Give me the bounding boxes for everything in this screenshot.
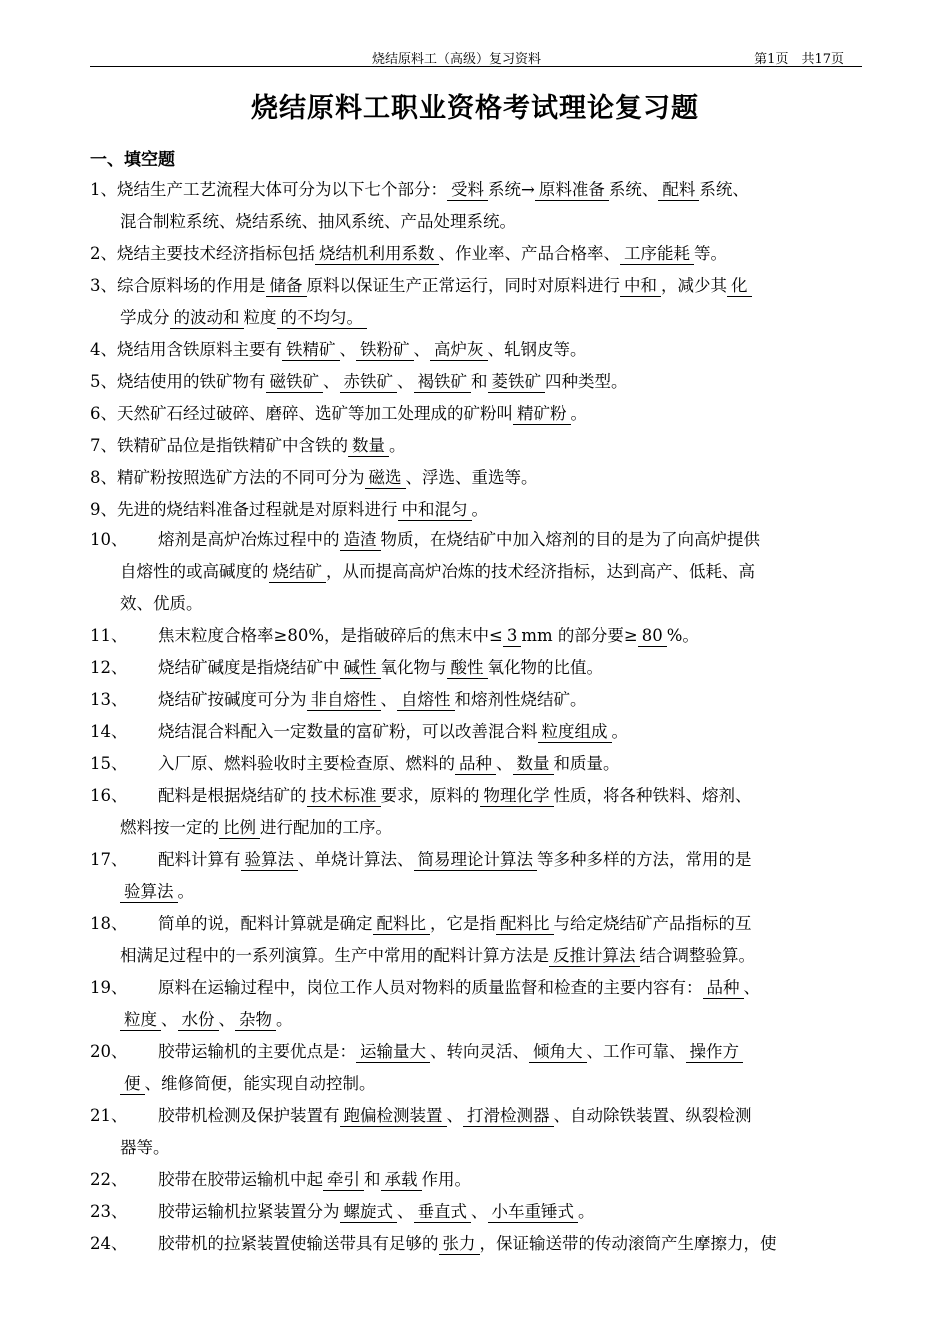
answer-blank: 磁选 xyxy=(365,468,406,489)
question-line xyxy=(158,530,760,549)
question-text: 系统→ xyxy=(488,180,535,199)
question-item xyxy=(90,1036,862,1100)
question-number: 24、 xyxy=(90,1234,128,1253)
answer-blank: 的波动和 xyxy=(170,308,244,329)
question-text: 。 xyxy=(611,722,628,741)
question-text: 熔剂是高炉冶炼过程中的 xyxy=(158,530,340,549)
question-text: 。 xyxy=(177,882,194,901)
question-text: 结合调整验算。 xyxy=(639,946,755,965)
section-heading: 一、填空题 xyxy=(90,150,175,170)
question-text: 烧结使用的铁矿物有 xyxy=(117,372,266,391)
question-text: 。 xyxy=(570,404,587,423)
answer-blank: 烧结机利用系数 xyxy=(315,244,439,265)
question-text: ，从而提高高炉冶炼的技术经济指标，达到高产、低耗、高 xyxy=(326,562,755,581)
answer-blank: 自熔性 xyxy=(397,690,455,711)
question-text: 、 xyxy=(218,1010,235,1029)
answer-blank: 造渣 xyxy=(340,530,381,551)
question-number: 4、 xyxy=(90,340,117,359)
answer-blank: 物理化学 xyxy=(480,786,554,807)
question-text: 和 xyxy=(471,372,488,391)
question-text: 配料计算有 xyxy=(158,850,241,869)
question-text: 、自动除铁装置、纵裂检测 xyxy=(553,1106,752,1125)
answer-blank: 张力 xyxy=(439,1234,480,1255)
answer-blank: 螺旋式 xyxy=(340,1202,398,1223)
question-text: 、工作可靠、 xyxy=(586,1042,686,1061)
question-number: 15、 xyxy=(90,754,128,773)
question-text: 氧化物与 xyxy=(380,658,447,677)
question-text: 烧结混合料配入一定数量的富矿粉，可以改善混合料 xyxy=(158,722,538,741)
question-line xyxy=(120,562,755,581)
question-text: 胶带运输机的主要优点是： xyxy=(158,1042,356,1061)
question-number: 23、 xyxy=(90,1202,128,1221)
question-text: 焦末粒度合格率≥80%，是指破碎后的焦末中≤ xyxy=(158,626,503,645)
question-item xyxy=(90,1164,862,1196)
question-text: 配料是根据烧结矿的 xyxy=(158,786,307,805)
answer-blank: 原料准备 xyxy=(535,180,609,201)
answer-blank: 高炉灰 xyxy=(430,340,488,361)
question-line xyxy=(158,1042,743,1061)
question-text: 、 xyxy=(323,372,340,391)
question-text: 、 xyxy=(339,340,356,359)
question-line xyxy=(158,1234,777,1253)
answer-blank: 承载 xyxy=(381,1170,422,1191)
question-text: 四种类型。 xyxy=(545,372,628,391)
question-number: 17、 xyxy=(90,850,128,869)
question-line xyxy=(158,754,620,773)
question-number: 12、 xyxy=(90,658,128,677)
question-text: 器等。 xyxy=(120,1138,170,1157)
question-item xyxy=(90,780,862,844)
answer-blank: 技术标准 xyxy=(307,786,381,807)
question-text: 铁精矿品位是指铁精矿中含铁的 xyxy=(117,436,348,455)
answer-blank: 褐铁矿 xyxy=(414,372,472,393)
answer-blank: 磁铁矿 xyxy=(266,372,324,393)
question-line xyxy=(117,276,752,295)
question-line xyxy=(158,978,760,997)
answer-blank: 80 xyxy=(638,626,667,647)
question-line xyxy=(158,1170,471,1189)
question-item xyxy=(90,1196,862,1228)
question-text: 原料在运输过程中，岗位工作人员对物料的质量监督和检查的主要内容有： xyxy=(158,978,703,997)
question-line xyxy=(117,468,538,487)
question-text: mm 的部分要≥ xyxy=(521,626,638,645)
question-continuation xyxy=(90,302,862,334)
question-line xyxy=(120,882,194,901)
question-text: 燃料按一定的 xyxy=(120,818,219,837)
question-item xyxy=(90,716,862,748)
question-continuation xyxy=(90,1004,862,1036)
question-line xyxy=(120,308,367,327)
question-item xyxy=(90,366,862,398)
question-text: 系统、 xyxy=(699,180,749,199)
answer-blank: 的不均匀。 xyxy=(277,308,368,329)
question-text: 混合制粒系统、烧结系统、抽风系统、产品处理系统。 xyxy=(120,212,516,231)
answer-blank: 配料比 xyxy=(496,914,554,935)
question-text: 、维修简便，能实现自动控制。 xyxy=(144,1074,376,1093)
question-line xyxy=(158,722,628,741)
question-number: 5、 xyxy=(90,372,117,391)
question-text: 进行配加的工序。 xyxy=(260,818,392,837)
answer-blank: 烧结矿 xyxy=(269,562,327,583)
answer-blank: 储备 xyxy=(266,276,307,297)
answer-blank: 打滑检测器 xyxy=(463,1106,554,1127)
question-line xyxy=(120,212,516,231)
question-text: 性质，将各种铁料、熔剂、 xyxy=(553,786,752,805)
question-number: 19、 xyxy=(90,978,128,997)
question-text: 、转向灵活、 xyxy=(430,1042,529,1061)
question-text: 胶带机的拉紧装置使输送带具有足够的 xyxy=(158,1234,439,1253)
question-item xyxy=(90,524,862,620)
question-text: 学成分 xyxy=(120,308,170,327)
question-number: 11、 xyxy=(90,626,128,645)
answer-blank: 铁粉矿 xyxy=(356,340,414,361)
answer-blank: 倾角大 xyxy=(529,1042,587,1063)
question-number: 18、 xyxy=(90,914,128,933)
question-continuation xyxy=(90,556,862,588)
question-line xyxy=(158,786,752,805)
question-text: ，保证输送带的传动滚筒产生摩擦力，使 xyxy=(479,1234,777,1253)
question-line xyxy=(158,658,603,677)
header-page-number: 第1页 共17页 xyxy=(754,52,844,67)
question-number: 13、 xyxy=(90,690,128,709)
question-continuation xyxy=(90,940,862,972)
answer-blank: 化 xyxy=(727,276,752,297)
question-item xyxy=(90,620,862,652)
question-text: ，它是指 xyxy=(430,914,496,933)
question-number: 16、 xyxy=(90,786,128,805)
question-text: 系统、 xyxy=(608,180,659,199)
answer-blank: 工序能耗 xyxy=(620,244,694,265)
question-text: 简单的说，配料计算就是确定 xyxy=(158,914,373,933)
question-text: 、单烧计算法、 xyxy=(298,850,414,869)
question-item xyxy=(90,972,862,1036)
question-line xyxy=(158,690,587,709)
question-text: 与给定烧结矿产品指标的互 xyxy=(553,914,752,933)
answer-blank: 小车重锤式 xyxy=(488,1202,579,1223)
answer-blank: 操作方 xyxy=(686,1042,744,1063)
answer-blank: 品种 xyxy=(703,978,744,999)
question-text: 烧结矿碱度是指烧结矿中 xyxy=(158,658,340,677)
answer-blank: 菱铁矿 xyxy=(488,372,546,393)
question-item xyxy=(90,1228,862,1260)
question-text: 、 xyxy=(743,978,760,997)
answer-blank: 赤铁矿 xyxy=(340,372,398,393)
question-continuation xyxy=(90,876,862,908)
answer-blank: 垂直式 xyxy=(414,1202,472,1223)
question-continuation xyxy=(90,206,862,238)
question-line xyxy=(120,1138,170,1157)
question-text: 入厂原、燃料验收时主要检查原、燃料的 xyxy=(158,754,455,773)
question-item xyxy=(90,844,862,908)
question-text: 氧化物的比值。 xyxy=(487,658,603,677)
answer-blank: 粒度 xyxy=(120,1010,161,1031)
question-item xyxy=(90,462,862,494)
question-text: 相满足过程中的一系列演算。生产中常用的配料计算方法是 xyxy=(120,946,549,965)
question-line xyxy=(117,180,749,199)
question-number: 7、 xyxy=(90,436,117,455)
question-line xyxy=(120,594,203,613)
answer-blank: 中和 xyxy=(620,276,661,297)
question-line xyxy=(117,404,587,423)
question-text: 原料以保证生产正常运行，同时对原料进行 xyxy=(306,276,620,295)
question-continuation xyxy=(90,588,862,620)
answer-blank: 简易理论计算法 xyxy=(414,850,538,871)
question-text: 、 xyxy=(471,1202,488,1221)
question-item xyxy=(90,908,862,972)
answer-blank: 便 xyxy=(120,1074,145,1095)
answer-blank: 配料比 xyxy=(373,914,431,935)
question-text: 和 xyxy=(364,1170,381,1189)
question-text: 粒度 xyxy=(243,308,277,327)
question-text: 烧结用含铁原料主要有 xyxy=(117,340,282,359)
question-text: 物质，在烧结矿中加入熔剂的目的是为了向高炉提供 xyxy=(380,530,760,549)
question-item xyxy=(90,238,862,270)
question-text: 、浮选、重选等。 xyxy=(405,468,538,487)
question-continuation xyxy=(90,1068,862,1100)
question-continuation xyxy=(90,1132,862,1164)
question-number: 21、 xyxy=(90,1106,128,1125)
answer-blank: 碱性 xyxy=(340,658,381,679)
question-text: 、轧钢皮等。 xyxy=(487,340,587,359)
answer-blank: 酸性 xyxy=(447,658,488,679)
question-text: 精矿粉按照选矿方法的不同可分为 xyxy=(117,468,365,487)
question-line xyxy=(117,340,587,359)
answer-blank: 比例 xyxy=(219,818,260,839)
question-number: 1、 xyxy=(90,180,117,199)
question-number: 10、 xyxy=(90,530,128,549)
question-item xyxy=(90,398,862,430)
answer-blank: 铁精矿 xyxy=(282,340,340,361)
question-number: 3、 xyxy=(90,276,117,295)
answer-blank: 数量 xyxy=(348,436,389,457)
question-text: 效、优质。 xyxy=(120,594,203,613)
question-line xyxy=(120,1010,293,1029)
question-number: 6、 xyxy=(90,404,117,423)
question-text: 烧结矿按碱度可分为 xyxy=(158,690,307,709)
answer-blank: 数量 xyxy=(513,754,554,775)
question-item xyxy=(90,748,862,780)
answer-blank: 配料 xyxy=(658,180,699,201)
question-text: ，减少其 xyxy=(661,276,727,295)
question-line xyxy=(117,244,727,263)
answer-blank: 验算法 xyxy=(120,882,178,903)
question-text: 。 xyxy=(389,436,406,455)
question-text: 、 xyxy=(496,754,513,773)
question-item xyxy=(90,684,862,716)
question-text: 自熔性的或高碱度的 xyxy=(120,562,269,581)
question-text: 胶带运输机拉紧装置分为 xyxy=(158,1202,340,1221)
question-item xyxy=(90,334,862,366)
question-line xyxy=(158,914,752,933)
question-text: 烧结生产工艺流程大体可分为以下七个部分： xyxy=(117,180,447,199)
answer-blank: 受料 xyxy=(447,180,488,201)
question-number: 14、 xyxy=(90,722,128,741)
question-item xyxy=(90,652,862,684)
answer-blank: 粒度组成 xyxy=(538,722,612,743)
question-item xyxy=(90,494,862,526)
answer-blank: 3 xyxy=(503,626,522,647)
question-item xyxy=(90,1100,862,1164)
answer-blank: 跑偏检测装置 xyxy=(340,1106,447,1127)
question-text: 、 xyxy=(397,1202,414,1221)
question-text: 先进的烧结料准备过程就是对原料进行 xyxy=(117,500,398,519)
question-number: 9、 xyxy=(90,500,117,519)
question-text: 、 xyxy=(380,690,397,709)
question-text: 。 xyxy=(471,500,488,519)
answer-blank: 反推计算法 xyxy=(549,946,640,967)
answer-blank: 杂物 xyxy=(235,1010,276,1031)
question-text: 综合原料场的作用是 xyxy=(117,276,266,295)
question-line xyxy=(117,436,406,455)
question-text: 、 xyxy=(446,1106,463,1125)
question-text: %。 xyxy=(666,626,699,645)
question-text: 、 xyxy=(397,372,414,391)
question-line xyxy=(120,946,755,965)
question-line xyxy=(120,1074,376,1093)
question-number: 22、 xyxy=(90,1170,128,1189)
question-line xyxy=(158,1202,595,1221)
question-number: 8、 xyxy=(90,468,117,487)
answer-blank: 非自熔性 xyxy=(307,690,381,711)
question-text: 等多种多样的方法，常用的是 xyxy=(537,850,752,869)
header-title: 烧结原料工（高级）复习资料 xyxy=(372,52,542,67)
question-text: 天然矿石经过破碎、磨碎、选矿等加工处理成的矿粉叫 xyxy=(117,404,513,423)
question-text: 胶带机检测及保护装置有 xyxy=(158,1106,340,1125)
answer-blank: 验算法 xyxy=(241,850,299,871)
answer-blank: 品种 xyxy=(455,754,496,775)
question-text: 和质量。 xyxy=(553,754,620,773)
answer-blank: 水份 xyxy=(178,1010,219,1031)
question-line xyxy=(158,850,752,869)
question-text: 。 xyxy=(276,1010,293,1029)
answer-blank: 精矿粉 xyxy=(513,404,571,425)
answer-blank: 牵引 xyxy=(323,1170,364,1191)
question-text: 、 xyxy=(413,340,430,359)
question-text: 烧结主要技术经济指标包括 xyxy=(117,244,315,263)
question-text: 、 xyxy=(161,1010,178,1029)
question-text: 作用。 xyxy=(421,1170,471,1189)
page-header xyxy=(90,48,862,67)
answer-blank: 中和混匀 xyxy=(398,500,472,521)
document-title: 烧结原料工职业资格考试理论复习题 xyxy=(251,93,699,124)
answer-blank: 运输量大 xyxy=(356,1042,430,1063)
question-text: 、作业率、产品合格率、 xyxy=(438,244,620,263)
question-line xyxy=(120,818,392,837)
question-text: 。 xyxy=(578,1202,595,1221)
question-line xyxy=(117,372,628,391)
question-text: 胶带在胶带运输机中起 xyxy=(158,1170,323,1189)
question-text: 要求，原料的 xyxy=(380,786,480,805)
question-text: 等。 xyxy=(694,244,727,263)
question-line xyxy=(158,1106,752,1125)
question-continuation xyxy=(90,812,862,844)
question-text: 和熔剂性烧结矿。 xyxy=(454,690,587,709)
question-line xyxy=(158,626,699,645)
question-item xyxy=(90,270,862,334)
question-number: 20、 xyxy=(90,1042,128,1061)
question-item xyxy=(90,430,862,462)
question-number: 2、 xyxy=(90,244,117,263)
question-item xyxy=(90,174,862,238)
question-line xyxy=(117,500,488,519)
